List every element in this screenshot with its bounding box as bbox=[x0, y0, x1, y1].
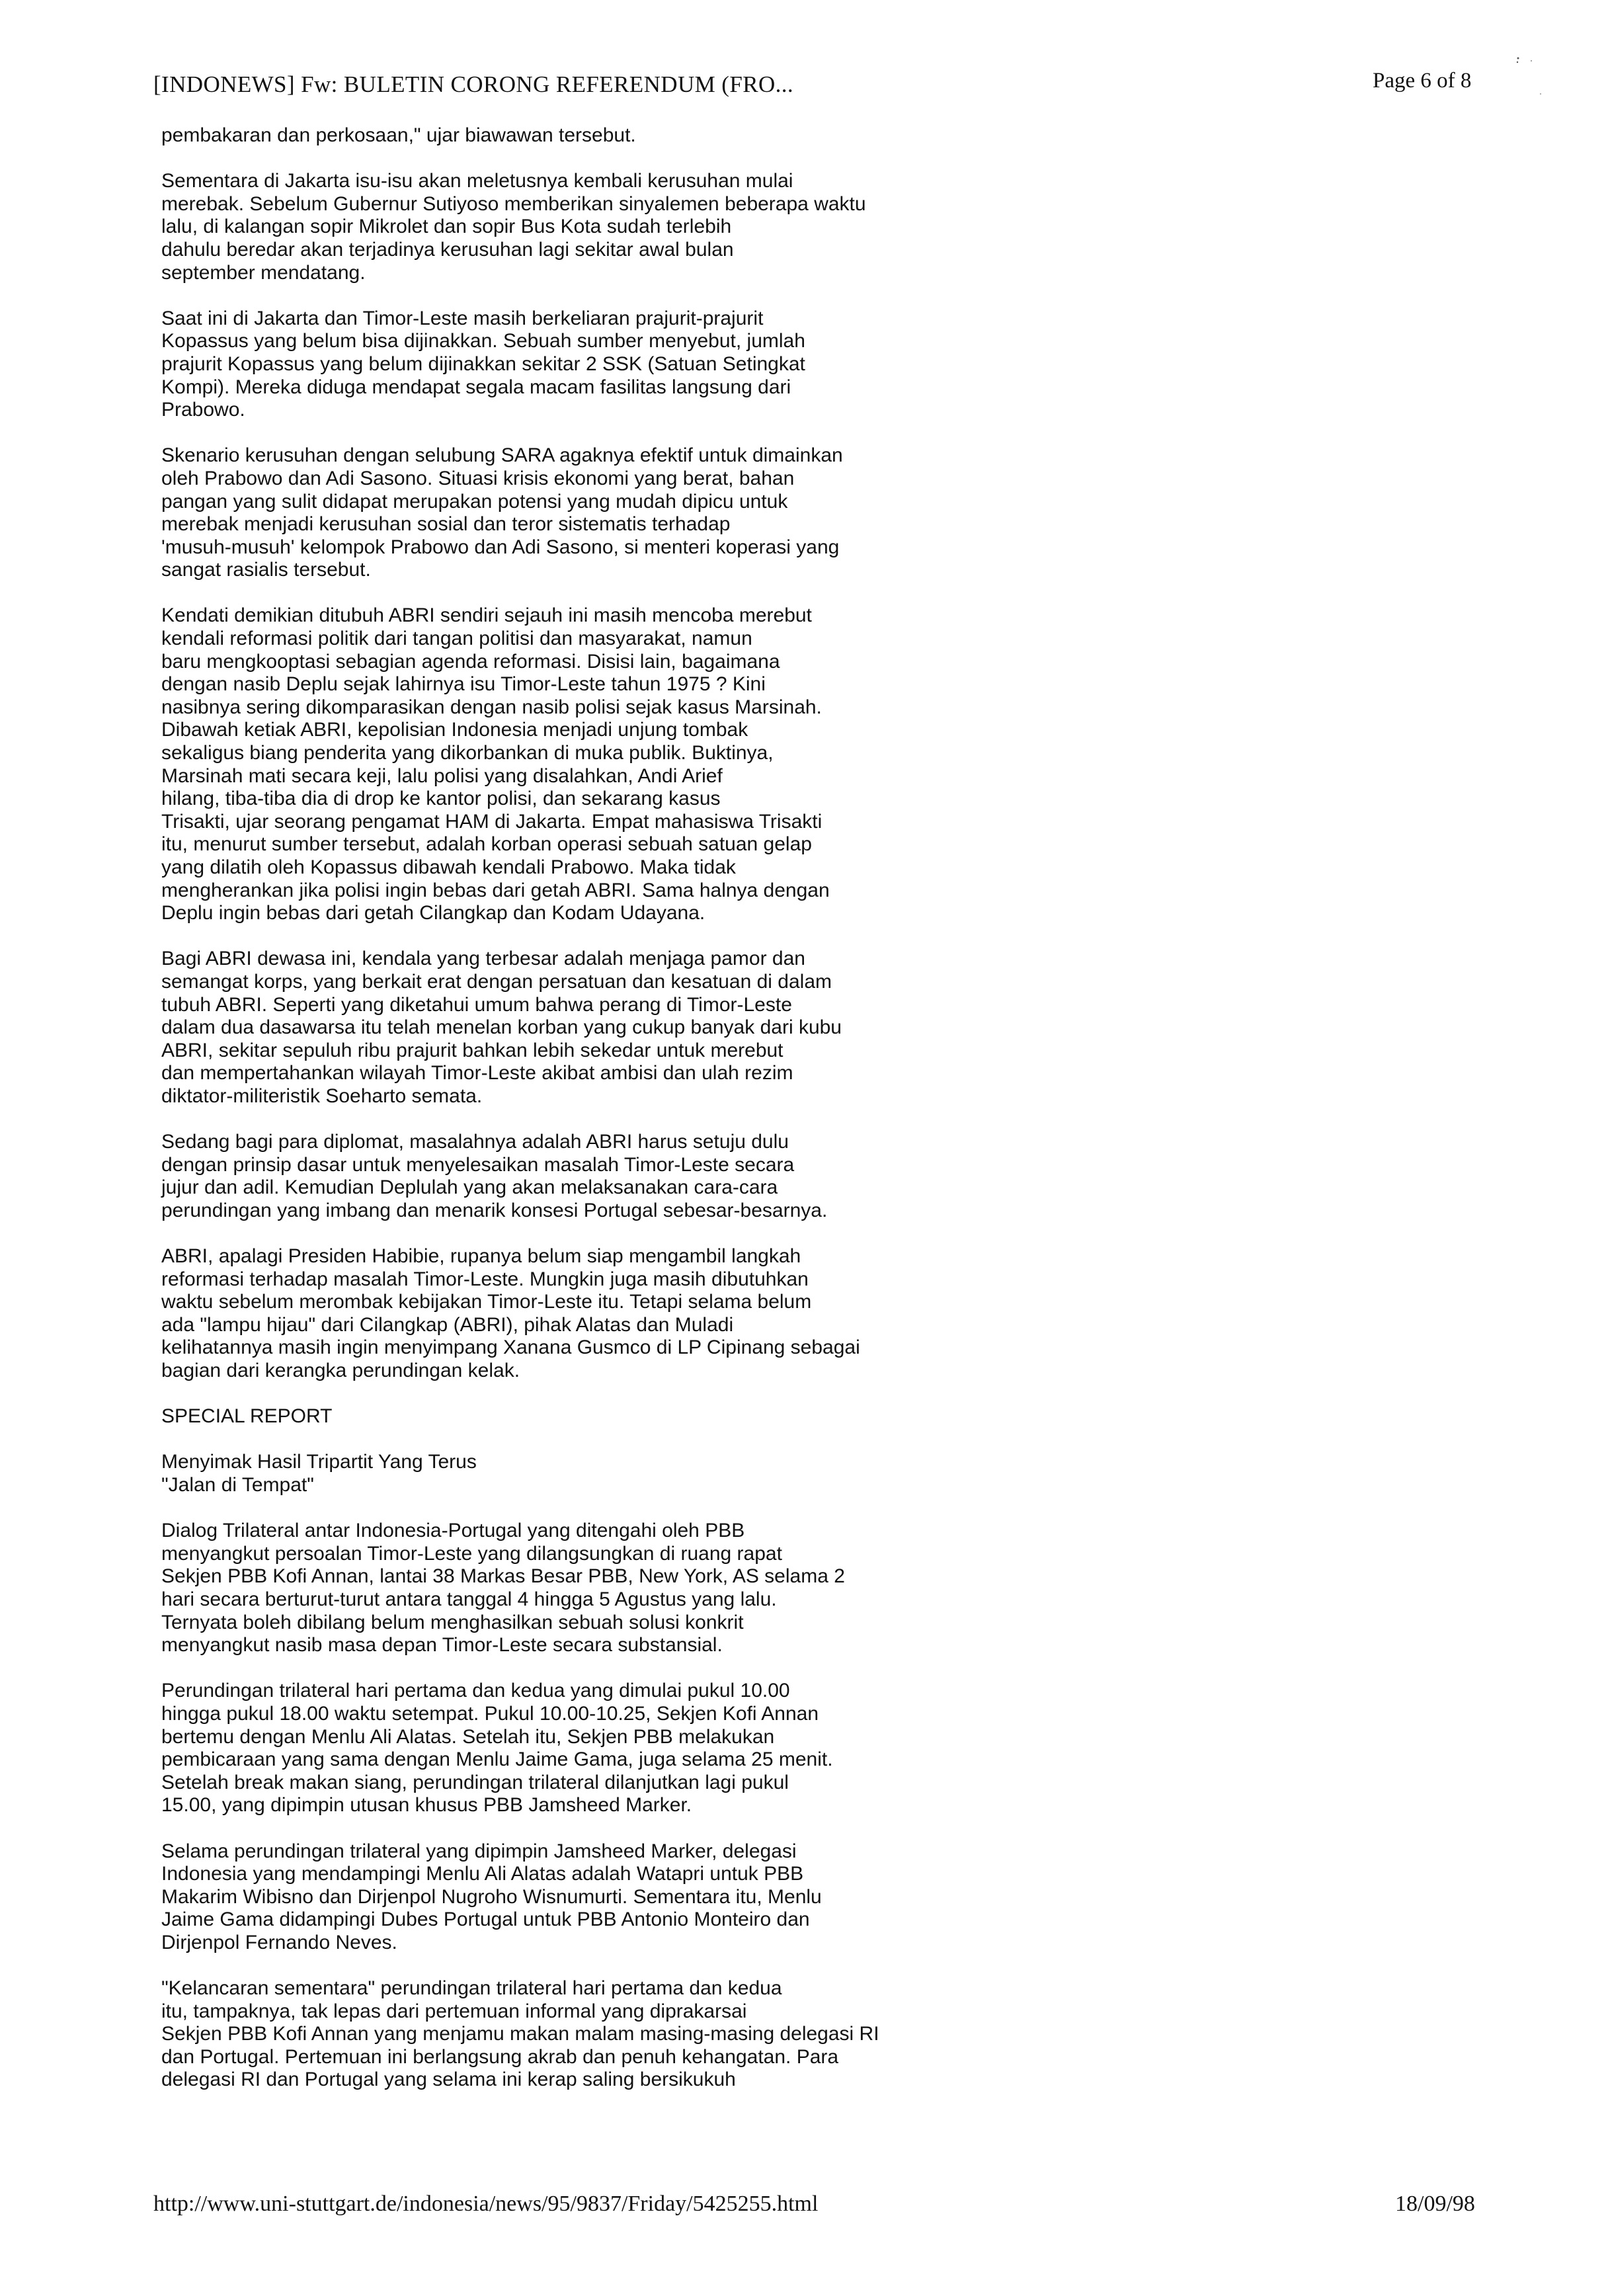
footer-date: 18/09/98 bbox=[1395, 2192, 1475, 2216]
paragraph-2: Sementara di Jakarta isu-isu akan meletusnya kembali kerusuhan mulai merebak. Sebelum Gubernur Sutiyoso memberikan sinyalemen beberapa waktu lalu, di kalangan sopir Mikrolet dan sopir Bus Kota sudah terlebih dahulu beredar akan terjadinya kerusuhan lagi sekitar awal bulan september mendatang. bbox=[161, 170, 866, 284]
paragraph-6: Bagi ABRI dewasa ini, kendala yang terbesar adalah menjaga pamor dan semangat korps, yang berkait erat dengan persatuan dan kesatuan di dalam tubuh ABRI. Seperti yang diketahui umum bahwa perang di Timor-Leste dalam dua dasawarsa itu telah menelan korban yang cukup banyak dari kubu ABRI, sekitar sepuluh ribu prajurit bahkan lebih sekedar untuk merebut dan mempertahankan wilayah Timor-Leste akibat ambisi dan ulah rezim diktator-militeristik Soeharto semata. bbox=[161, 948, 842, 1107]
paragraph-8: ABRI, apalagi Presiden Habibie, rupanya belum siap mengambil langkah reformasi terhadap masalah Timor-Leste. Mungkin juga masih dibutuhkan waktu sebelum merombak kebijakan Timor-Leste itu. Tetapi selama belum ada "lampu hijau" dari Cilangkap (ABRI), pihak Alatas dan Muladi kelihatannya masih ingin menyimpang Xanana Gusmco di LP Cipinang sebagai bagian dari kerangka perundingan kelak. bbox=[161, 1245, 860, 1382]
article-title: Menyimak Hasil Tripartit Yang Terus "Jalan di Tempat" bbox=[161, 1451, 477, 1496]
paragraph-11: Selama perundingan trilateral yang dipimpin Jamsheed Marker, delegasi Indonesia yang mendampingi Menlu Ali Alatas adalah Watapri untuk PBB Makarim Wibisno dan Dirjenpol Nugroho Wisnumurti. Sementara itu, Menlu Jaime Gama didampingi Dubes Portugal untuk PBB Antonio Monteiro dan Dirjenpol Fernando Neves. bbox=[161, 1840, 822, 1953]
scan-specks bbox=[1508, 53, 1547, 106]
paragraph-9: Dialog Trilateral antar Indonesia-Portugal yang ditengahi oleh PBB menyangkut persoalan Timor-Leste yang dilangsungkan di ruang rapat Sekjen PBB Kofi Annan, lantai 38 Markas Besar PBB, New York, AS selama 2 hari secara berturut-turut antara tanggal 4 hingga 5 Agustus yang lalu. Ternyata boleh dibilang belum menghasilkan sebuah solusi konkrit menyangkut nasib masa depan Timor-Leste secara substansial. bbox=[161, 1520, 845, 1657]
paragraph-1: pembakaran dan perkosaan," ujar biawawan tersebut. bbox=[161, 124, 636, 146]
paragraph-12: "Kelancaran sementara" perundingan trilateral hari pertama dan kedua itu, tampaknya, tak lepas dari pertemuan informal yang diprakarsai Sekjen PBB Kofi Annan yang menjamu makan malam masing-masing delegasi RI dan Portugal. Pertemuan ini berlangsung akrab dan penuh kehangatan. Para delegasi RI dan Portugal yang selama ini kerap saling bersikukuh bbox=[161, 1977, 879, 2091]
document-header-title: [INDONEWS] Fw: BULETIN CORONG REFERENDUM (FRO... bbox=[153, 71, 794, 97]
document-body bbox=[161, 124, 1041, 2115]
paragraph-5: Kendati demikian ditubuh ABRI sendiri sejauh ini masih mencoba merebut kendali reformasi politik dari tangan politisi dan masyarakat, namun baru mengkooptasi sebagian agenda reformasi. Disisi lain, bagaimana dengan nasib Deplu sejak lahirnya isu Timor-Leste tahun 1975 ? Kini nasibnya sering dikomparasikan dengan nasib polisi sejak kasus Marsinah. Dibawah ketiak ABRI, kepolisian Indonesia menjadi unjung tombak sekaligus biang penderita yang dikorbankan di muka publik. Buktinya, Marsinah mati secara keji, lalu polisi yang disalahkan, Andi Arief hilang, tiba-tiba dia di drop ke kantor polisi, dan sekarang kasus Trisakti, ujar seorang pengamat HAM di Jakarta. Empat mahasiswa Trisakti itu, menurut sumber tersebut, adalah korban operasi sebuah satuan gelap yang dilatih oleh Kopassus dibawah kendali Prabowo. Maka tidak mengherankan jika polisi ingin bebas dari getah ABRI. Sama halnya dengan Deplu ingin bebas dari getah Cilangkap dan Kodam Udayana. bbox=[161, 604, 830, 924]
section-heading-special-report: SPECIAL REPORT bbox=[161, 1405, 333, 1428]
paragraph-7: Sedang bagi para diplomat, masalahnya adalah ABRI harus setuju dulu dengan prinsip dasar untuk menyelesaikan masalah Timor-Leste secara jujur dan adil. Kemudian Deplulah yang akan melaksanakan cara-cara perundingan yang imbang dan menarik konsesi Portugal sebesar-besarnya. bbox=[161, 1131, 828, 1221]
paragraph-3: Saat ini di Jakarta dan Timor-Leste masih berkeliaran prajurit-prajurit Kopassus yang belum bisa dijinakkan. Sebuah sumber menyebut, jumlah prajurit Kopassus yang belum dijinakkan sekitar 2 SSK (Satuan Setingkat Kompi). Mereka diduga mendapat segala macam fasilitas langsung dari Prabowo. bbox=[161, 307, 805, 421]
page-number: Page 6 of 8 bbox=[1373, 69, 1472, 93]
paragraph-10: Perundingan trilateral hari pertama dan kedua yang dimulai pukul 10.00 hingga pukul 18.00 waktu setempat. Pukul 10.00-10.25, Sekjen Kofi Annan bertemu dengan Menlu Ali Alatas. Setelah itu, Sekjen PBB melakukan pembicaraan yang sama dengan Menlu Jaime Gama, juga selama 25 menit. Setelah break makan siang, perundingan trilateral dilanjutkan lagi pukul 15.00, yang dipimpin utusan khusus PBB Jamsheed Marker. bbox=[161, 1680, 833, 1817]
footer-url: http://www.uni-stuttgart.de/indonesia/news/95/9837/Friday/5425255.html bbox=[153, 2192, 819, 2216]
paragraph-4: Skenario kerusuhan dengan selubung SARA agaknya efektif untuk dimainkan oleh Prabowo dan Adi Sasono. Situasi krisis ekonomi yang berat, bahan pangan yang sulit didapat merupakan potensi yang mudah dipicu untuk merebak menjadi kerusuhan sosial dan teror sistematis terhadap 'musuh-musuh' kelompok Prabowo dan Adi Sasono, si menteri koperasi yang sangat rasialis tersebut. bbox=[161, 444, 843, 581]
